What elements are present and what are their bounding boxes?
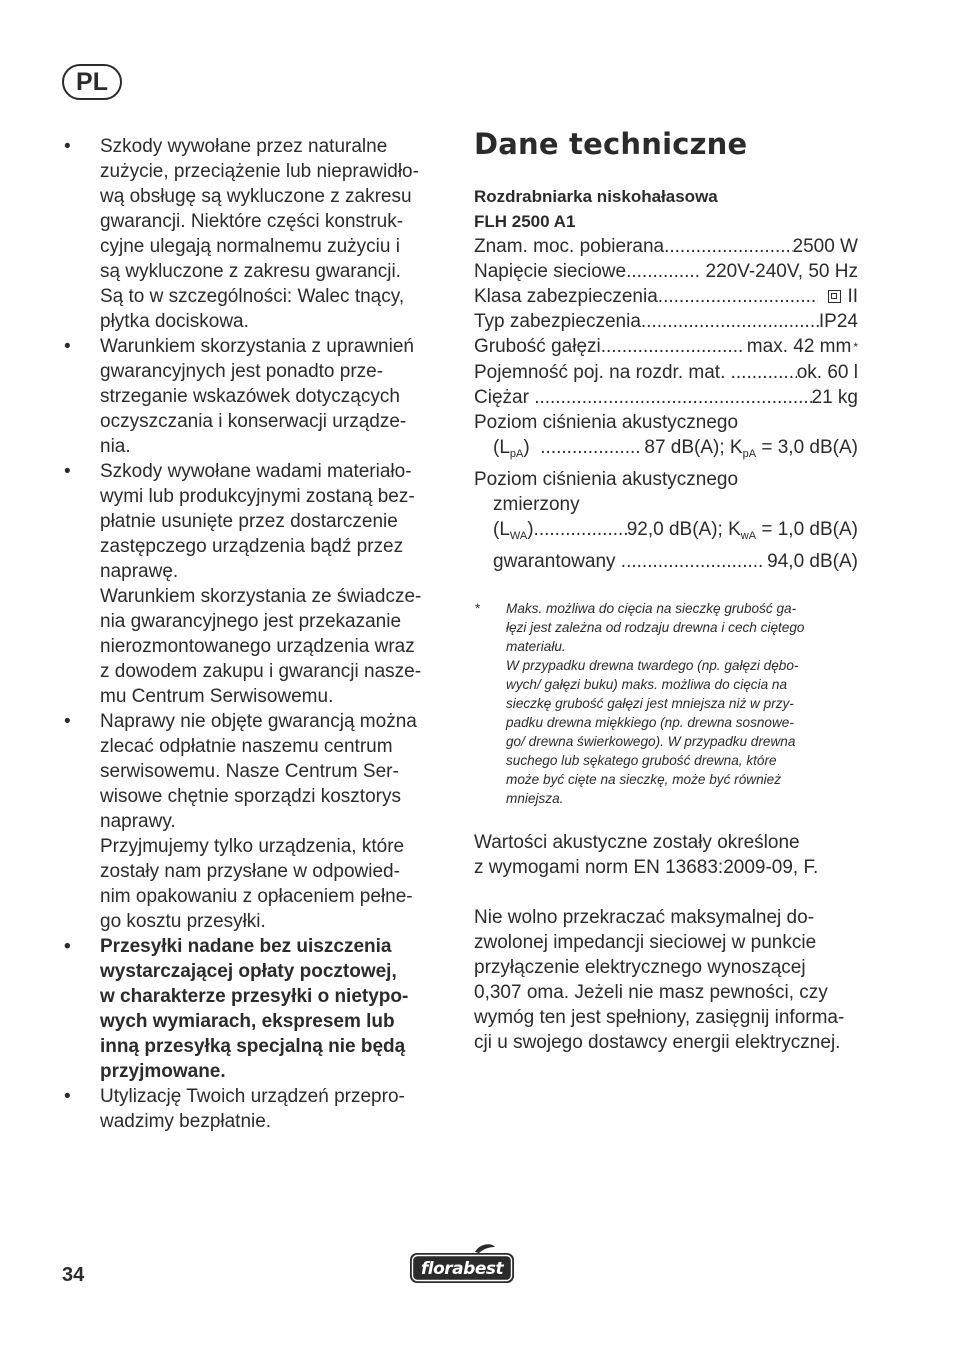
tech-data-column bbox=[474, 124, 858, 1055]
value-subscript: wA bbox=[740, 530, 757, 542]
bullet-marker: • bbox=[64, 711, 71, 732]
warranty-line: wisowe chętnie sporządzi kosztorys bbox=[100, 786, 401, 807]
warranty-line: przyjmowane. bbox=[100, 1061, 226, 1082]
warranty-line: strzeganie wskazówek dotyczących bbox=[100, 386, 400, 407]
value-end: = 3,0 dB(A) bbox=[756, 437, 858, 458]
footnote-marker: * bbox=[853, 340, 858, 354]
model-name: Rozdrabniarka niskohałasowa bbox=[474, 187, 718, 206]
warranty-line: wą obsługę są wykluczone z zakresu bbox=[100, 186, 412, 207]
warranty-line: Warunkiem skorzystania ze świadcze- bbox=[100, 586, 422, 607]
dot-leader bbox=[540, 435, 639, 460]
footnote-line: Maks. możliwa do cięcia na sieczkę grubość ga- bbox=[506, 601, 797, 616]
spec-label: Pojemność poj. na rozdr. mat. bbox=[474, 362, 731, 383]
spec-label: Znam. moc. pobierana bbox=[474, 236, 665, 257]
spec-value bbox=[627, 517, 858, 549]
warranty-item bbox=[62, 334, 448, 459]
paragraph-line: zwolonej impedancji sieciowej w punkcie bbox=[474, 932, 817, 953]
warranty-line: naprawę. bbox=[100, 561, 179, 582]
warranty-line: nim opakowaniu z opłaceniem pełne- bbox=[100, 886, 413, 907]
paragraph-line: przyłączenie elektrycznego wynoszącej bbox=[474, 957, 806, 978]
measured-label: zmierzony bbox=[493, 494, 580, 515]
spec-value-wrap bbox=[742, 334, 858, 360]
spec-value: IP24 bbox=[818, 311, 858, 332]
spec-label: Napięcie sieciowe bbox=[474, 261, 627, 282]
dot-leader bbox=[626, 259, 700, 284]
footnote-line: W przypadku drewna twardego (np. gałęzi dębo- bbox=[506, 658, 799, 673]
warranty-line: Przyjmujemy tylko urządzenia, które bbox=[100, 836, 405, 857]
dot-leader bbox=[621, 549, 762, 574]
spec-value-wrap bbox=[818, 284, 858, 309]
spec-label: Grubość gałęzi bbox=[474, 336, 601, 357]
value-end: = 1,0 dB(A) bbox=[756, 519, 858, 540]
paragraph-line: Wartości akustyczne zostały określone bbox=[474, 832, 800, 853]
warranty-item bbox=[62, 709, 448, 934]
dot-leader bbox=[731, 360, 797, 385]
spec-sound-power-guaranteed bbox=[474, 549, 858, 574]
warranty-line: naprawy. bbox=[100, 811, 176, 832]
protection-class-icon bbox=[828, 290, 841, 303]
model-number: FLH 2500 A1 bbox=[474, 212, 576, 231]
spec-protection-type bbox=[474, 309, 858, 334]
label-close: ) bbox=[527, 519, 534, 540]
warranty-line: zostały nam przysłane w odpowied- bbox=[100, 861, 400, 882]
dot-leader bbox=[534, 385, 811, 410]
warranty-line: Naprawy nie objęte gwarancją można bbox=[100, 711, 417, 732]
label-open: (L bbox=[493, 437, 510, 458]
warranty-line: nia. bbox=[100, 436, 131, 457]
warranty-item bbox=[62, 459, 448, 709]
spec-value: 21 kg bbox=[811, 387, 858, 408]
sound-pressure-title: Poziom ciśnienia akustycznego bbox=[474, 412, 739, 433]
warranty-line: gwarancyjnych jest ponadto prze- bbox=[100, 361, 384, 382]
value-main: 92,0 dB(A); K bbox=[626, 519, 741, 540]
warranty-line: gwarancji. Niektóre części konstruk- bbox=[100, 211, 404, 232]
spec-value: 220V-240V, 50 Hz bbox=[700, 261, 858, 282]
dot-leader bbox=[658, 284, 818, 309]
spec-capacity bbox=[474, 360, 858, 385]
warranty-line: wadzimy bezpłatnie. bbox=[100, 1111, 272, 1132]
warranty-line: zlecać odpłatnie naszemu centrum bbox=[100, 736, 393, 757]
spec-weight bbox=[474, 385, 858, 410]
footnote bbox=[474, 599, 858, 808]
footnote-line: łęzi jest zależna od rodzaju drewna i cech ciętego bbox=[506, 620, 805, 635]
bullet-marker: • bbox=[64, 336, 71, 357]
warranty-line: z dowodem zakupu i gwarancji nasze- bbox=[100, 661, 422, 682]
warranty-line: wych wymiarach, ekspresem lub bbox=[100, 1011, 395, 1032]
spec-voltage bbox=[474, 259, 858, 284]
footnote-star: * bbox=[475, 601, 481, 616]
label-close: ) bbox=[523, 437, 541, 458]
spec-value: ok. 60 l bbox=[796, 362, 858, 383]
spec-rated-power bbox=[474, 234, 858, 259]
warranty-line: nierozmontowanego urządzenia wraz bbox=[100, 636, 415, 657]
spec-value bbox=[639, 435, 858, 467]
warranty-line: Szkody wywołane wadami materiało- bbox=[100, 461, 412, 482]
warranty-line: wystarczającej opłaty pocztowej, bbox=[100, 961, 397, 982]
paragraph-line: z wymogami norm EN 13683:2009-09, F. bbox=[474, 857, 819, 878]
footnote-line: padku drewna miękkiego (np. drewna sosnowe- bbox=[506, 715, 794, 730]
warranty-line: Utylizację Twoich urządzeń przepro- bbox=[100, 1086, 405, 1107]
spec-label: Typ zabezpieczenia bbox=[474, 311, 641, 332]
warranty-line: płatnie usunięte przez dostarczenie bbox=[100, 511, 398, 532]
warranty-list bbox=[62, 134, 448, 1134]
footnote-line: sieczkę grubość gałęzi jest mniejsza niż w przy- bbox=[506, 696, 794, 711]
footnote-line: wych/ gałęzi buku) maks. możliwa do cięcia na bbox=[506, 677, 788, 692]
logo-wordmark: florabest bbox=[420, 1259, 504, 1279]
spec-value: II bbox=[847, 286, 858, 307]
acoustic-note bbox=[474, 830, 858, 880]
spec-value: 94,0 dB(A) bbox=[761, 551, 858, 572]
footnote-line: materiału. bbox=[506, 639, 566, 654]
warranty-line: są wykluczone z zakresu gwarancji. bbox=[100, 261, 401, 282]
label-subscript: WA bbox=[509, 530, 528, 542]
spec-label: gwarantowany bbox=[493, 551, 621, 572]
warranty-line: w charakterze przesyłki o nietypo- bbox=[100, 986, 409, 1007]
warranty-line: serwisowemu. Nasze Centrum Ser- bbox=[100, 761, 399, 782]
warranty-line: Warunkiem skorzystania z uprawnień bbox=[100, 336, 414, 357]
warranty-line: oczyszczania i konserwacji urządze- bbox=[100, 411, 407, 432]
footnote-text bbox=[506, 599, 858, 808]
spec-label bbox=[493, 435, 540, 467]
warranty-line: płytka dociskowa. bbox=[100, 311, 249, 332]
warranty-line: cyjne ulegają normalnemu zużyciu i bbox=[100, 236, 400, 257]
value-subscript: pA bbox=[742, 448, 757, 460]
spec-label bbox=[493, 517, 534, 549]
warranty-line: nia gwarancyjnego jest przekazanie bbox=[100, 611, 402, 632]
footnote-line: może być cięte na sieczkę, może być również bbox=[506, 772, 782, 787]
dot-leader bbox=[641, 309, 819, 334]
footnote-line: mniejsza. bbox=[506, 791, 564, 806]
language-badge: PL bbox=[62, 64, 122, 100]
bullet-marker: • bbox=[64, 461, 71, 482]
warranty-line: go kosztu przesyłki. bbox=[100, 911, 266, 932]
warranty-line: wymi lub produkcyjnymi zostaną bez- bbox=[100, 486, 415, 507]
logo-leaf-shape bbox=[475, 1244, 495, 1253]
warranty-line: inną przesyłką specjalną nie będą bbox=[100, 1036, 406, 1057]
dot-leader bbox=[664, 234, 792, 259]
sound-power-title: Poziom ciśnienia akustycznego bbox=[474, 469, 739, 490]
warranty-line: mu Centrum Serwisowemu. bbox=[100, 686, 334, 707]
paragraph-line: wymóg ten jest spełniony, zasięgnij informa- bbox=[474, 1007, 845, 1028]
page-number: 34 bbox=[62, 1264, 85, 1286]
spec-label: Ciężar bbox=[474, 387, 535, 408]
impedance-note bbox=[474, 905, 858, 1055]
spec-protection-class bbox=[474, 284, 858, 309]
warranty-item bbox=[62, 934, 448, 1084]
spec-sound-pressure bbox=[474, 435, 858, 467]
bullet-marker: • bbox=[64, 136, 71, 157]
value-main: 87 dB(A); K bbox=[639, 437, 743, 458]
label-open: (L bbox=[493, 519, 510, 540]
warranty-item bbox=[62, 134, 448, 334]
warranty-column bbox=[62, 134, 448, 1134]
florabest-logo bbox=[409, 1243, 515, 1285]
warranty-line: Są to w szczególności: Walec tnący, bbox=[100, 286, 405, 307]
dot-leader bbox=[601, 334, 742, 359]
spec-label: Klasa zabezpieczenia bbox=[474, 286, 658, 307]
paragraph-line: 0,307 oma. Jeżeli nie masz pewności, czy bbox=[474, 982, 828, 1003]
dot-leader bbox=[534, 517, 627, 542]
footnote-line: suchego lub sękatego grubość drewna, które bbox=[506, 753, 777, 768]
paragraph-line: cji u swojego dostawcy energii elektrycznej. bbox=[474, 1032, 841, 1053]
spec-branch-thickness bbox=[474, 334, 858, 360]
warranty-line: Przesyłki nadane bez uiszczenia bbox=[100, 936, 392, 957]
section-title: Dane techniczne bbox=[474, 127, 748, 161]
paragraph-line: Nie wolno przekraczać maksymalnej do- bbox=[474, 907, 815, 928]
spec-sound-power-measured bbox=[474, 517, 858, 549]
spec-value: max. 42 mm bbox=[741, 336, 852, 357]
bullet-marker: • bbox=[64, 936, 71, 957]
label-subscript: pA bbox=[509, 448, 524, 460]
spec-value: 2500 W bbox=[792, 236, 858, 257]
warranty-line: Szkody wywołane przez naturalne bbox=[100, 136, 388, 157]
warranty-line: zużycie, przeciążenie lub nieprawidło- bbox=[100, 161, 419, 182]
warranty-item bbox=[62, 1084, 448, 1134]
bullet-marker: • bbox=[64, 1086, 71, 1107]
footnote-line: go/ drewna świerkowego). W przypadku drewna bbox=[506, 734, 796, 749]
warranty-line: zastępczego urządzenia bądź przez bbox=[100, 536, 404, 557]
